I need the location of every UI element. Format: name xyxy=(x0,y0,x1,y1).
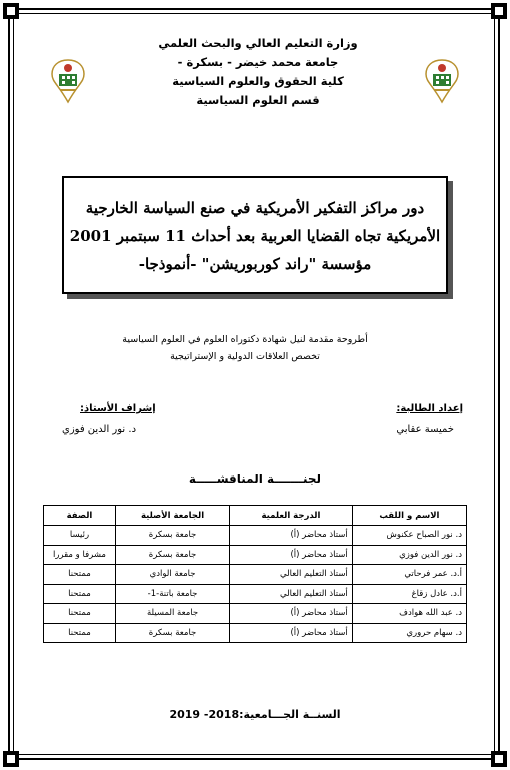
member-university: جامعة بسكرة xyxy=(115,545,229,565)
table-row xyxy=(44,526,467,546)
department-name: قسم العلوم السياسية xyxy=(196,93,320,107)
member-role: رئيسا xyxy=(44,526,116,546)
corner-ornament-top-right xyxy=(491,3,507,19)
thesis-description xyxy=(100,331,390,365)
table-row xyxy=(44,604,467,624)
column-header-role: الصفة xyxy=(44,506,116,526)
corner-ornament-bottom-left xyxy=(3,751,19,767)
institution-header xyxy=(148,34,368,110)
member-role: ممتحنا xyxy=(44,623,116,643)
member-name: د. عبد الله هوادف xyxy=(352,604,466,624)
table-row xyxy=(44,584,467,604)
thesis-title-line-3: مؤسسة "راند كوربوريشن" -أنموذجا- xyxy=(138,255,372,273)
table-header-row xyxy=(44,506,467,526)
specialty-line: تخصص العلاقات الدولية و الإستراتيجية xyxy=(170,351,320,362)
member-rank: أستاذ محاضر (أ) xyxy=(230,545,353,565)
column-header-rank: الدرجة العلمية xyxy=(230,506,353,526)
column-header-name: الاسم و اللقب xyxy=(352,506,466,526)
student-name: خميسة عقابي xyxy=(396,424,454,435)
member-university: جامعة بسكرة xyxy=(115,623,229,643)
member-university: جامعة بسكرة xyxy=(115,526,229,546)
member-university: جامعة باتنة-1- xyxy=(115,584,229,604)
member-name: د. نور الدين فوزي xyxy=(352,545,466,565)
student-label: إعداد الطالبة: xyxy=(396,403,463,414)
member-name: أ.د. عمر فرحاتي xyxy=(352,565,466,585)
thesis-title-box xyxy=(62,176,448,294)
table-row xyxy=(44,545,467,565)
column-header-university: الجامعة الأصلية xyxy=(115,506,229,526)
table-row xyxy=(44,565,467,585)
member-rank: أستاذ محاضر (أ) xyxy=(230,623,353,643)
member-rank: أستاذ التعليم العالي xyxy=(230,584,353,604)
ministry-name: وزارة التعليم العالي والبحث العلمي xyxy=(158,36,358,50)
member-role: ممتحنا xyxy=(44,604,116,624)
thesis-title-line-1: دور مراكز التفكير الأمريكية في صنع السياسة الخارجية xyxy=(85,199,425,217)
university-emblem-icon xyxy=(422,58,462,104)
committee-table xyxy=(43,505,467,643)
member-role: مشرفا و مقررا xyxy=(44,545,116,565)
member-role: ممتحنا xyxy=(44,565,116,585)
member-rank: أستاذ التعليم العالي xyxy=(230,565,353,585)
supervisor-label: إشراف الأستاذ: xyxy=(80,403,156,414)
member-rank: أستاذ محاضر (أ) xyxy=(230,604,353,624)
university-emblem-icon xyxy=(48,58,88,104)
university-name: جامعة محمد خيضر - بسكرة - xyxy=(177,55,339,69)
committee-title: لجنـــــــة المناقشـــــة xyxy=(188,472,322,486)
corner-ornament-top-left xyxy=(3,3,19,19)
thesis-title-line-2: الأمريكية تجاه القضايا العربية بعد أحداث 11 سبتمبر 2001 xyxy=(69,227,441,245)
member-name: د. نور الصباح عكنوش xyxy=(352,526,466,546)
member-name: د. سهام حروري xyxy=(352,623,466,643)
table-row xyxy=(44,623,467,643)
member-rank: أستاذ محاضر (أ) xyxy=(230,526,353,546)
degree-line: أطروحة مقدمة لنيل شهادة دكتوراه العلوم في العلوم السياسية xyxy=(122,334,368,345)
member-role: ممتحنا xyxy=(44,584,116,604)
member-university: جامعة المسيلة xyxy=(115,604,229,624)
member-name: أ.د. عادل زقاغ xyxy=(352,584,466,604)
inner-border xyxy=(13,13,495,755)
faculty-name: كلية الحقوق والعلوم السياسية xyxy=(172,74,344,88)
corner-ornament-bottom-right xyxy=(491,751,507,767)
academic-year: السنــة الجـــامعية:2018- 2019 xyxy=(169,708,341,721)
member-university: جامعة الوادي xyxy=(115,565,229,585)
supervisor-name: د. نور الدين فوزي xyxy=(62,424,137,435)
